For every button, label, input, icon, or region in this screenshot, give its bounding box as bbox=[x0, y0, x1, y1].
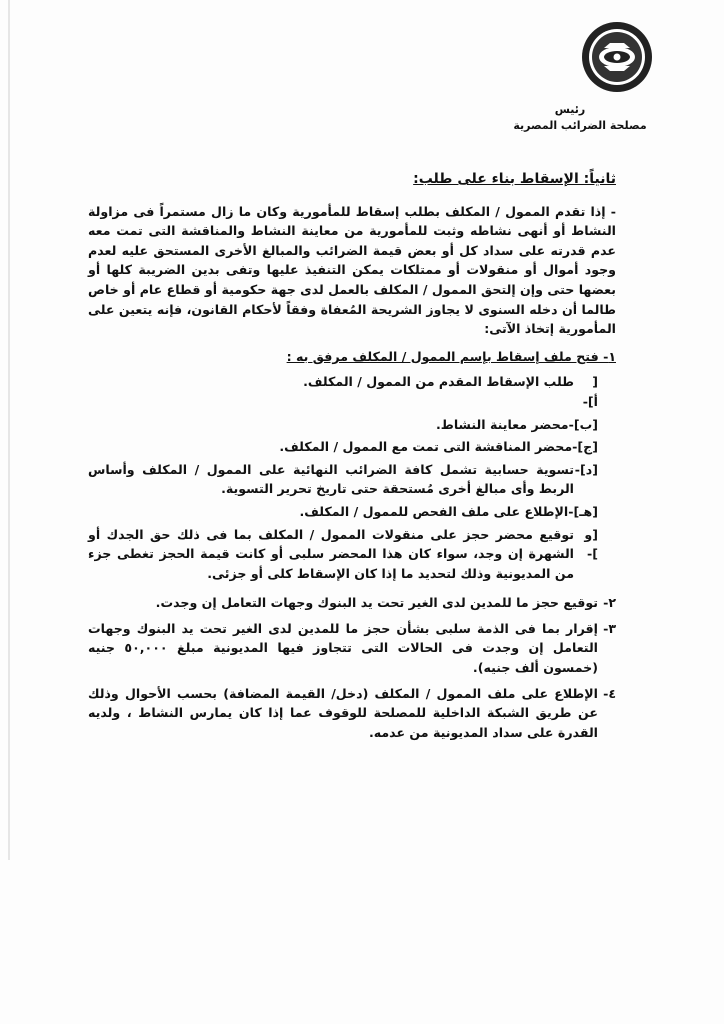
list-text: محضر المناقشة التى تمت مع الممول / المكلف. bbox=[279, 439, 573, 455]
numbered-text: توقيع حجز ما للمدين لدى الغير تحت يد البنوك وجهات التعامل إن وجدت. bbox=[155, 595, 598, 611]
numbered-text: إقرار بما فى الذمة سلبى بشأن حجز ما للمدين لدى الغير تحت يد البنوك وجهات التعامل إن وجدت فى الحالات التى تتجاوز فيها المديونية مبلغ ٥٠,٠٠٠ جنيه (خمسون ألف جنيه). bbox=[88, 620, 598, 676]
list-text: محضر معاينة النشاط. bbox=[435, 416, 569, 432]
intro-paragraph: - إذا تقدم الممول / المكلف بطلب إسقاط للمأمورية وكان ما زال مستمراً فى مزاولة النشاط أو أنهى نشاطه وثبت للمأمورية من معاينة النشاط والمناقشة التى تمت معه عدم قدرته على سداد كل أو بعض قيمة الضرائب والمبالغ الأخرى المستحق عليه لعدم وجود أموال أو منقولات أو ممتلكات يمكن التنفيذ عليها وتفى بدين الضريبة كلها أو بعضها حتى وإن إلتحق الممول / المكلف بالعمل لدى جهة حكومية أو قطاع عام أو خاص طالما أن دخله السنوى لا يجاوز الشريحة المُعفاة وفقاً لأحكام القانون، فإنه يتعين على المأمورية إتخاذ الآتى: bbox=[88, 203, 616, 337]
list-item bbox=[88, 437, 616, 457]
list-marker: [ أ]- bbox=[582, 374, 598, 409]
numbered-marker: ٢- bbox=[603, 595, 616, 611]
list-marker: [و ]- bbox=[584, 526, 598, 562]
list-text: تسوية حسابية تشمل كافة الضرائب النهائية على الممول / المكلف وأساس الربط وأى مبالغ أخرى مُستحقة حتى تاريخ تحرير التسوية. bbox=[88, 461, 574, 497]
emblem-logo bbox=[580, 20, 654, 94]
numbered-item bbox=[88, 593, 616, 613]
section1-list bbox=[88, 372, 616, 583]
header-org: مصلحة الضرائب المصرية bbox=[513, 119, 647, 132]
numbered-item bbox=[88, 619, 616, 678]
list-marker: [هـ]- bbox=[568, 503, 598, 519]
list-item bbox=[88, 372, 616, 411]
list-text: طلب الإسقاط المقدم من الممول / المكلف. bbox=[303, 374, 574, 390]
header-title: رئيس bbox=[554, 103, 586, 116]
list-item bbox=[88, 525, 616, 584]
list-marker: [ب]- bbox=[568, 416, 598, 432]
section1-title: ١- فتح ملف إسقاط بإسم الممول / المكلف مرفق به : bbox=[286, 348, 616, 364]
list-item bbox=[88, 460, 616, 499]
list-marker: [ج]- bbox=[572, 439, 598, 455]
numbered-text: الإطلاع على ملف الممول / المكلف (دخل/ القيمة المضافة) بحسب الأحوال وذلك عن طريق الشبكة الداخلية للمصلحة للوقوف عما إذا كان يمارس النشاط ، ولديه القدرة على سداد المديونية من عدمه. bbox=[88, 685, 598, 740]
numbered-marker: ٤- bbox=[603, 685, 616, 701]
list-item bbox=[88, 502, 616, 522]
list-marker: [د]- bbox=[574, 461, 598, 477]
list-text: توقيع محضر حجز على منقولات الممول / المكلف بما فى ذلك حق الجدك أو الشهرة إن وجد، سواء كان هذا المحضر سلبى أو كانت قيمة الحجز تغطى جزء من المديونية وذلك لتحديد ما إذا كان الإسقاط كلى أو جزئى. bbox=[88, 526, 574, 581]
document-body bbox=[88, 170, 616, 748]
header-block bbox=[510, 102, 647, 134]
list-item bbox=[88, 415, 616, 435]
numbered-marker: ٣- bbox=[603, 620, 616, 636]
list-text: الإطلاع على ملف الفحص للممول / المكلف. bbox=[299, 503, 569, 519]
scan-edge bbox=[8, 0, 10, 860]
numbered-item bbox=[88, 684, 616, 743]
section-heading: ثانياً: الإسقاط بناء على طلب: bbox=[413, 171, 616, 187]
